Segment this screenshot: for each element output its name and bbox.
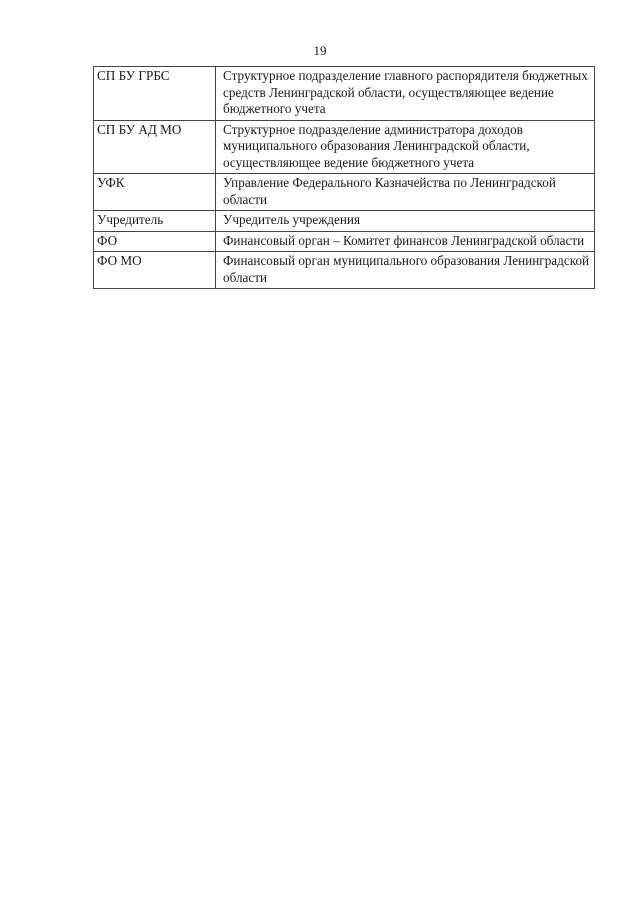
definition-cell: Структурное подразделение администратора доходов муниципального образования Ленинградской области, осуществляющее ведение бюджетного учета (216, 120, 595, 174)
abbreviation-cell: Учредитель (94, 211, 216, 232)
abbreviation-cell: СП БУ АД МО (94, 120, 216, 174)
table-row (94, 174, 595, 211)
abbreviation-cell: ФО (94, 231, 216, 252)
definition-cell: Структурное подразделение главного распорядителя бюджетных средств Ленинградской области, осуществляющее ведение бюджетного учета (216, 67, 595, 121)
abbreviation-cell: УФК (94, 174, 216, 211)
abbreviation-cell: ФО МО (94, 252, 216, 289)
table-row (94, 211, 595, 232)
definition-cell: Управление Федерального Казначейства по Ленинградской области (216, 174, 595, 211)
definition-cell: Финансовый орган – Комитет финансов Ленинградской области (216, 231, 595, 252)
abbreviations-table (93, 66, 595, 289)
definition-cell: Учредитель учреждения (216, 211, 595, 232)
table-row (94, 231, 595, 252)
table-row (94, 120, 595, 174)
page-number: 19 (313, 43, 327, 58)
table-row (94, 252, 595, 289)
table-row (94, 67, 595, 121)
definition-cell: Финансовый орган муниципального образования Ленинградской области (216, 252, 595, 289)
abbreviation-cell: СП БУ ГРБС (94, 67, 216, 121)
